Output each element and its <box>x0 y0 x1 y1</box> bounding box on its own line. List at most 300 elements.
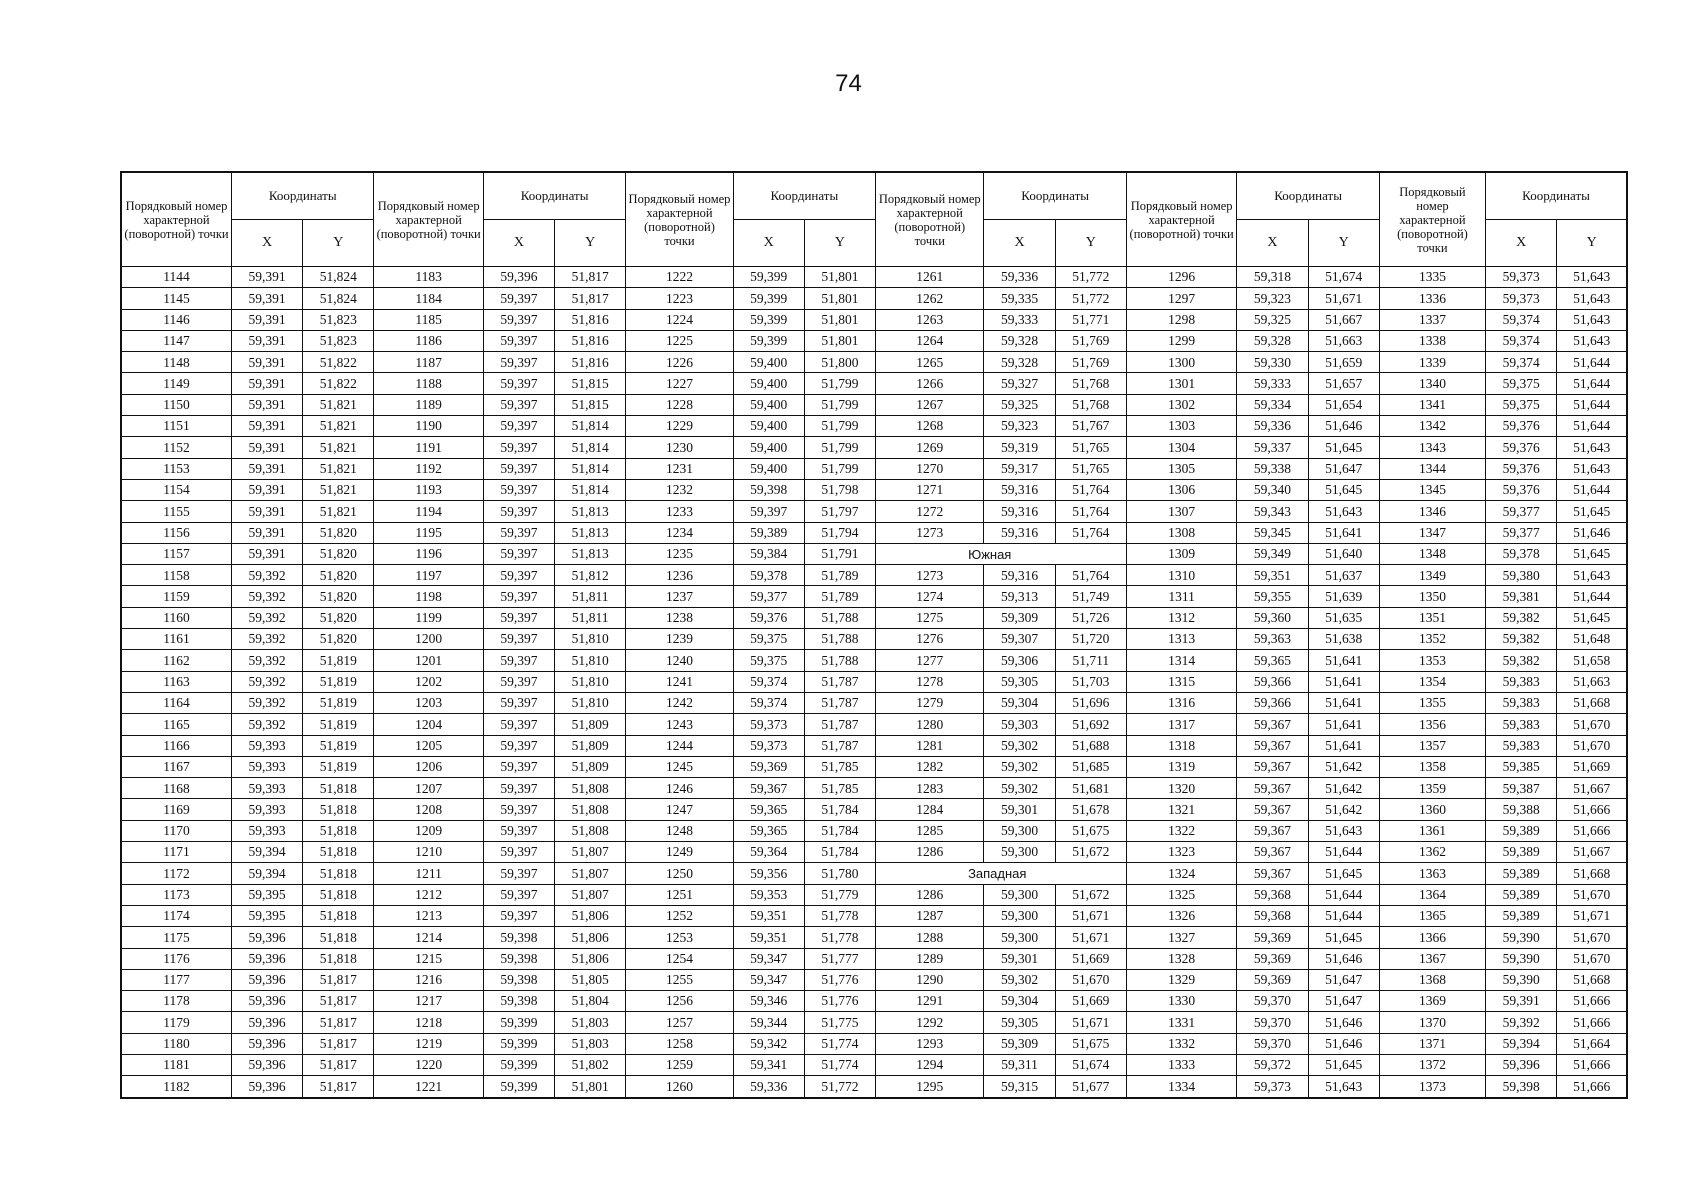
y-coordinate-cell: 51,654 <box>1308 394 1379 415</box>
y-coordinate-cell: 51,814 <box>555 479 626 500</box>
point-number-cell: 1287 <box>876 905 984 926</box>
y-coordinate-cell: 51,818 <box>303 778 374 799</box>
point-number-cell: 1360 <box>1379 799 1485 820</box>
x-coordinate-cell: 59,395 <box>232 884 303 905</box>
x-coordinate-cell: 59,360 <box>1237 607 1308 628</box>
y-coordinate-cell: 51,646 <box>1308 1033 1379 1054</box>
point-number-cell: 1320 <box>1126 778 1237 799</box>
point-number-cell: 1329 <box>1126 969 1237 990</box>
point-number-cell: 1322 <box>1126 820 1237 841</box>
point-number-cell: 1242 <box>626 692 733 713</box>
x-coordinate-cell: 59,393 <box>232 778 303 799</box>
x-coordinate-cell: 59,399 <box>483 1054 554 1075</box>
x-coordinate-cell: 59,373 <box>733 714 804 735</box>
y-coordinate-cell: 51,675 <box>1055 1033 1126 1054</box>
table-row <box>121 756 1627 777</box>
x-coordinate-cell: 59,397 <box>483 352 554 373</box>
y-coordinate-cell: 51,641 <box>1308 735 1379 756</box>
x-coordinate-cell: 59,398 <box>483 991 554 1012</box>
header-x: X <box>483 220 554 267</box>
x-coordinate-cell: 59,300 <box>984 927 1055 948</box>
y-coordinate-cell: 51,798 <box>804 479 875 500</box>
point-number-cell: 1156 <box>121 522 232 543</box>
y-coordinate-cell: 51,671 <box>1557 905 1627 926</box>
x-coordinate-cell: 59,397 <box>483 416 554 437</box>
point-number-cell: 1151 <box>121 416 232 437</box>
y-coordinate-cell: 51,772 <box>804 1076 875 1098</box>
point-number-cell: 1192 <box>374 458 483 479</box>
y-coordinate-cell: 51,807 <box>555 842 626 863</box>
table-row <box>121 330 1627 351</box>
point-number-cell: 1155 <box>121 501 232 522</box>
x-coordinate-cell: 59,369 <box>1237 927 1308 948</box>
y-coordinate-cell: 51,711 <box>1055 650 1126 671</box>
x-coordinate-cell: 59,382 <box>1486 629 1557 650</box>
y-coordinate-cell: 51,784 <box>804 799 875 820</box>
x-coordinate-cell: 59,383 <box>1486 735 1557 756</box>
x-coordinate-cell: 59,363 <box>1237 629 1308 650</box>
x-coordinate-cell: 59,396 <box>232 948 303 969</box>
y-coordinate-cell: 51,818 <box>303 948 374 969</box>
y-coordinate-cell: 51,776 <box>804 969 875 990</box>
y-coordinate-cell: 51,817 <box>303 1076 374 1098</box>
y-coordinate-cell: 51,669 <box>1055 991 1126 1012</box>
point-number-cell: 1347 <box>1379 522 1485 543</box>
y-coordinate-cell: 51,818 <box>303 884 374 905</box>
x-coordinate-cell: 59,392 <box>1486 1012 1557 1033</box>
x-coordinate-cell: 59,369 <box>733 756 804 777</box>
point-number-cell: 1153 <box>121 458 232 479</box>
x-coordinate-cell: 59,333 <box>984 309 1055 330</box>
point-number-cell: 1353 <box>1379 650 1485 671</box>
y-coordinate-cell: 51,809 <box>555 735 626 756</box>
y-coordinate-cell: 51,787 <box>804 714 875 735</box>
y-coordinate-cell: 51,670 <box>1557 735 1627 756</box>
x-coordinate-cell: 59,397 <box>483 714 554 735</box>
point-number-cell: 1267 <box>876 394 984 415</box>
point-number-cell: 1265 <box>876 352 984 373</box>
point-number-cell: 1276 <box>876 629 984 650</box>
x-coordinate-cell: 59,397 <box>483 756 554 777</box>
x-coordinate-cell: 59,311 <box>984 1054 1055 1075</box>
y-coordinate-cell: 51,806 <box>555 948 626 969</box>
x-coordinate-cell: 59,396 <box>483 267 554 288</box>
point-number-cell: 1244 <box>626 735 733 756</box>
point-number-cell: 1150 <box>121 394 232 415</box>
table-row <box>121 863 1627 884</box>
x-coordinate-cell: 59,365 <box>1237 650 1308 671</box>
x-coordinate-cell: 59,389 <box>1486 863 1557 884</box>
x-coordinate-cell: 59,391 <box>232 373 303 394</box>
point-number-cell: 1174 <box>121 905 232 926</box>
x-coordinate-cell: 59,390 <box>1486 969 1557 990</box>
y-coordinate-cell: 51,668 <box>1557 863 1627 884</box>
y-coordinate-cell: 51,801 <box>804 330 875 351</box>
point-number-cell: 1371 <box>1379 1033 1485 1054</box>
y-coordinate-cell: 51,797 <box>804 501 875 522</box>
y-coordinate-cell: 51,765 <box>1055 437 1126 458</box>
x-coordinate-cell: 59,347 <box>733 969 804 990</box>
table-row <box>121 905 1627 926</box>
x-coordinate-cell: 59,391 <box>232 352 303 373</box>
point-number-cell: 1280 <box>876 714 984 735</box>
x-coordinate-cell: 59,369 <box>1237 969 1308 990</box>
point-number-cell: 1352 <box>1379 629 1485 650</box>
y-coordinate-cell: 51,769 <box>1055 330 1126 351</box>
header-y: Y <box>555 220 626 267</box>
point-number-cell: 1321 <box>1126 799 1237 820</box>
point-number-cell: 1246 <box>626 778 733 799</box>
table-row <box>121 501 1627 522</box>
x-coordinate-cell: 59,391 <box>232 394 303 415</box>
table-row <box>121 884 1627 905</box>
y-coordinate-cell: 51,635 <box>1308 607 1379 628</box>
x-coordinate-cell: 59,396 <box>232 991 303 1012</box>
point-number-cell: 1243 <box>626 714 733 735</box>
y-coordinate-cell: 51,809 <box>555 756 626 777</box>
y-coordinate-cell: 51,812 <box>555 565 626 586</box>
x-coordinate-cell: 59,391 <box>232 330 303 351</box>
point-number-cell: 1332 <box>1126 1033 1237 1054</box>
y-coordinate-cell: 51,813 <box>555 522 626 543</box>
point-number-cell: 1294 <box>876 1054 984 1075</box>
point-number-cell: 1249 <box>626 842 733 863</box>
table-row <box>121 373 1627 394</box>
point-number-cell: 1229 <box>626 416 733 437</box>
y-coordinate-cell: 51,643 <box>1557 437 1627 458</box>
x-coordinate-cell: 59,330 <box>1237 352 1308 373</box>
point-number-cell: 1303 <box>1126 416 1237 437</box>
point-number-cell: 1326 <box>1126 905 1237 926</box>
y-coordinate-cell: 51,817 <box>555 267 626 288</box>
y-coordinate-cell: 51,696 <box>1055 692 1126 713</box>
point-number-cell: 1341 <box>1379 394 1485 415</box>
y-coordinate-cell: 51,643 <box>1308 1076 1379 1098</box>
x-coordinate-cell: 59,392 <box>232 607 303 628</box>
point-number-cell: 1248 <box>626 820 733 841</box>
y-coordinate-cell: 51,667 <box>1557 842 1627 863</box>
x-coordinate-cell: 59,389 <box>1486 884 1557 905</box>
point-number-cell: 1264 <box>876 330 984 351</box>
x-coordinate-cell: 59,367 <box>1237 863 1308 884</box>
y-coordinate-cell: 51,667 <box>1308 309 1379 330</box>
x-coordinate-cell: 59,304 <box>984 692 1055 713</box>
point-number-cell: 1231 <box>626 458 733 479</box>
point-number-cell: 1369 <box>1379 991 1485 1012</box>
x-coordinate-cell: 59,373 <box>733 735 804 756</box>
x-coordinate-cell: 59,301 <box>984 799 1055 820</box>
y-coordinate-cell: 51,822 <box>303 352 374 373</box>
x-coordinate-cell: 59,316 <box>984 522 1055 543</box>
point-number-cell: 1197 <box>374 565 483 586</box>
point-number-cell: 1163 <box>121 671 232 692</box>
table-row <box>121 692 1627 713</box>
x-coordinate-cell: 59,374 <box>1486 352 1557 373</box>
y-coordinate-cell: 51,788 <box>804 650 875 671</box>
point-number-cell: 1183 <box>374 267 483 288</box>
point-number-cell: 1146 <box>121 309 232 330</box>
point-number-cell: 1176 <box>121 948 232 969</box>
point-number-cell: 1283 <box>876 778 984 799</box>
point-number-cell: 1238 <box>626 607 733 628</box>
x-coordinate-cell: 59,400 <box>733 373 804 394</box>
header-y: Y <box>303 220 374 267</box>
x-coordinate-cell: 59,372 <box>1237 1054 1308 1075</box>
point-number-cell: 1274 <box>876 586 984 607</box>
y-coordinate-cell: 51,645 <box>1557 501 1627 522</box>
point-number-cell: 1300 <box>1126 352 1237 373</box>
y-coordinate-cell: 51,794 <box>804 522 875 543</box>
x-coordinate-cell: 59,391 <box>232 501 303 522</box>
point-number-cell: 1164 <box>121 692 232 713</box>
x-coordinate-cell: 59,376 <box>1486 416 1557 437</box>
y-coordinate-cell: 51,669 <box>1557 756 1627 777</box>
table-row <box>121 479 1627 500</box>
y-coordinate-cell: 51,823 <box>303 309 374 330</box>
y-coordinate-cell: 51,820 <box>303 565 374 586</box>
point-number-cell: 1273 <box>876 565 984 586</box>
y-coordinate-cell: 51,818 <box>303 820 374 841</box>
x-coordinate-cell: 59,397 <box>483 565 554 586</box>
x-coordinate-cell: 59,398 <box>483 969 554 990</box>
x-coordinate-cell: 59,391 <box>232 522 303 543</box>
y-coordinate-cell: 51,818 <box>303 863 374 884</box>
x-coordinate-cell: 59,396 <box>1486 1054 1557 1075</box>
point-number-cell: 1147 <box>121 330 232 351</box>
x-coordinate-cell: 59,305 <box>984 671 1055 692</box>
x-coordinate-cell: 59,370 <box>1237 1012 1308 1033</box>
y-coordinate-cell: 51,764 <box>1055 565 1126 586</box>
y-coordinate-cell: 51,643 <box>1557 330 1627 351</box>
point-number-cell: 1365 <box>1379 905 1485 926</box>
table-row <box>121 437 1627 458</box>
x-coordinate-cell: 59,375 <box>1486 373 1557 394</box>
point-number-cell: 1216 <box>374 969 483 990</box>
y-coordinate-cell: 51,646 <box>1308 416 1379 437</box>
point-number-cell: 1297 <box>1126 288 1237 309</box>
x-coordinate-cell: 59,316 <box>984 479 1055 500</box>
x-coordinate-cell: 59,390 <box>1486 927 1557 948</box>
point-number-cell: 1333 <box>1126 1054 1237 1075</box>
x-coordinate-cell: 59,318 <box>1237 267 1308 288</box>
y-coordinate-cell: 51,809 <box>555 714 626 735</box>
x-coordinate-cell: 59,396 <box>232 1033 303 1054</box>
x-coordinate-cell: 59,342 <box>733 1033 804 1054</box>
header-y: Y <box>1308 220 1379 267</box>
x-coordinate-cell: 59,336 <box>1237 416 1308 437</box>
point-number-cell: 1162 <box>121 650 232 671</box>
x-coordinate-cell: 59,376 <box>1486 458 1557 479</box>
point-number-cell: 1292 <box>876 1012 984 1033</box>
x-coordinate-cell: 59,376 <box>733 607 804 628</box>
y-coordinate-cell: 51,784 <box>804 820 875 841</box>
x-coordinate-cell: 59,397 <box>483 373 554 394</box>
x-coordinate-cell: 59,323 <box>1237 288 1308 309</box>
point-number-cell: 1354 <box>1379 671 1485 692</box>
x-coordinate-cell: 59,368 <box>1237 905 1308 926</box>
x-coordinate-cell: 59,376 <box>1486 437 1557 458</box>
y-coordinate-cell: 51,664 <box>1557 1033 1627 1054</box>
y-coordinate-cell: 51,681 <box>1055 778 1126 799</box>
y-coordinate-cell: 51,671 <box>1055 1012 1126 1033</box>
y-coordinate-cell: 51,678 <box>1055 799 1126 820</box>
table-row <box>121 1054 1627 1075</box>
y-coordinate-cell: 51,648 <box>1557 629 1627 650</box>
section-label: Западная <box>876 863 1127 884</box>
x-coordinate-cell: 59,328 <box>984 330 1055 351</box>
x-coordinate-cell: 59,368 <box>1237 884 1308 905</box>
x-coordinate-cell: 59,394 <box>1486 1033 1557 1054</box>
x-coordinate-cell: 59,394 <box>232 842 303 863</box>
y-coordinate-cell: 51,671 <box>1055 905 1126 926</box>
x-coordinate-cell: 59,396 <box>232 969 303 990</box>
y-coordinate-cell: 51,666 <box>1557 1054 1627 1075</box>
y-coordinate-cell: 51,685 <box>1055 756 1126 777</box>
x-coordinate-cell: 59,303 <box>984 714 1055 735</box>
point-number-cell: 1255 <box>626 969 733 990</box>
x-coordinate-cell: 59,335 <box>984 288 1055 309</box>
x-coordinate-cell: 59,305 <box>984 1012 1055 1033</box>
point-number-cell: 1263 <box>876 309 984 330</box>
point-number-cell: 1288 <box>876 927 984 948</box>
point-number-cell: 1305 <box>1126 458 1237 479</box>
y-coordinate-cell: 51,772 <box>1055 267 1126 288</box>
x-coordinate-cell: 59,397 <box>483 607 554 628</box>
point-number-cell: 1281 <box>876 735 984 756</box>
point-number-cell: 1144 <box>121 267 232 288</box>
point-number-cell: 1373 <box>1379 1076 1485 1098</box>
y-coordinate-cell: 51,643 <box>1557 288 1627 309</box>
y-coordinate-cell: 51,765 <box>1055 458 1126 479</box>
x-coordinate-cell: 59,393 <box>232 820 303 841</box>
point-number-cell: 1200 <box>374 629 483 650</box>
x-coordinate-cell: 59,400 <box>733 458 804 479</box>
y-coordinate-cell: 51,775 <box>804 1012 875 1033</box>
point-number-cell: 1275 <box>876 607 984 628</box>
x-coordinate-cell: 59,377 <box>1486 501 1557 522</box>
y-coordinate-cell: 51,805 <box>555 969 626 990</box>
x-coordinate-cell: 59,400 <box>733 437 804 458</box>
x-coordinate-cell: 59,383 <box>1486 671 1557 692</box>
x-coordinate-cell: 59,380 <box>1486 565 1557 586</box>
y-coordinate-cell: 51,768 <box>1055 373 1126 394</box>
x-coordinate-cell: 59,397 <box>483 394 554 415</box>
point-number-cell: 1284 <box>876 799 984 820</box>
point-number-cell: 1363 <box>1379 863 1485 884</box>
y-coordinate-cell: 51,817 <box>303 1033 374 1054</box>
y-coordinate-cell: 51,668 <box>1557 969 1627 990</box>
x-coordinate-cell: 59,374 <box>1486 330 1557 351</box>
x-coordinate-cell: 59,390 <box>1486 948 1557 969</box>
x-coordinate-cell: 59,340 <box>1237 479 1308 500</box>
x-coordinate-cell: 59,369 <box>1237 948 1308 969</box>
y-coordinate-cell: 51,818 <box>303 905 374 926</box>
point-number-cell: 1298 <box>1126 309 1237 330</box>
point-number-cell: 1311 <box>1126 586 1237 607</box>
x-coordinate-cell: 59,316 <box>984 565 1055 586</box>
point-number-cell: 1310 <box>1126 565 1237 586</box>
y-coordinate-cell: 51,669 <box>1055 948 1126 969</box>
x-coordinate-cell: 59,391 <box>232 309 303 330</box>
header-x: X <box>1237 220 1308 267</box>
section-label: Южная <box>876 543 1127 564</box>
point-number-cell: 1230 <box>626 437 733 458</box>
table-header <box>121 172 1627 267</box>
point-number-cell: 1279 <box>876 692 984 713</box>
x-coordinate-cell: 59,391 <box>232 416 303 437</box>
y-coordinate-cell: 51,647 <box>1308 458 1379 479</box>
x-coordinate-cell: 59,397 <box>483 479 554 500</box>
x-coordinate-cell: 59,397 <box>483 692 554 713</box>
y-coordinate-cell: 51,821 <box>303 479 374 500</box>
x-coordinate-cell: 59,351 <box>733 927 804 948</box>
point-number-cell: 1193 <box>374 479 483 500</box>
y-coordinate-cell: 51,820 <box>303 522 374 543</box>
point-number-cell: 1330 <box>1126 991 1237 1012</box>
point-number-cell: 1240 <box>626 650 733 671</box>
point-number-cell: 1250 <box>626 863 733 884</box>
y-coordinate-cell: 51,643 <box>1557 309 1627 330</box>
y-coordinate-cell: 51,670 <box>1557 948 1627 969</box>
point-number-cell: 1366 <box>1379 927 1485 948</box>
y-coordinate-cell: 51,785 <box>804 756 875 777</box>
y-coordinate-cell: 51,645 <box>1308 927 1379 948</box>
x-coordinate-cell: 59,397 <box>483 735 554 756</box>
x-coordinate-cell: 59,374 <box>1486 309 1557 330</box>
y-coordinate-cell: 51,720 <box>1055 629 1126 650</box>
x-coordinate-cell: 59,370 <box>1237 1033 1308 1054</box>
x-coordinate-cell: 59,367 <box>1237 842 1308 863</box>
y-coordinate-cell: 51,774 <box>804 1033 875 1054</box>
point-number-cell: 1359 <box>1379 778 1485 799</box>
y-coordinate-cell: 51,799 <box>804 394 875 415</box>
point-number-cell: 1199 <box>374 607 483 628</box>
x-coordinate-cell: 59,397 <box>483 288 554 309</box>
point-number-cell: 1364 <box>1379 884 1485 905</box>
y-coordinate-cell: 51,800 <box>804 352 875 373</box>
x-coordinate-cell: 59,323 <box>984 416 1055 437</box>
y-coordinate-cell: 51,787 <box>804 671 875 692</box>
y-coordinate-cell: 51,778 <box>804 905 875 926</box>
point-number-cell: 1312 <box>1126 607 1237 628</box>
point-number-cell: 1223 <box>626 288 733 309</box>
table-row <box>121 842 1627 863</box>
x-coordinate-cell: 59,385 <box>1486 756 1557 777</box>
point-number-cell: 1362 <box>1379 842 1485 863</box>
y-coordinate-cell: 51,817 <box>303 1012 374 1033</box>
y-coordinate-cell: 51,815 <box>555 373 626 394</box>
x-coordinate-cell: 59,399 <box>483 1076 554 1098</box>
y-coordinate-cell: 51,670 <box>1055 969 1126 990</box>
y-coordinate-cell: 51,821 <box>303 458 374 479</box>
x-coordinate-cell: 59,304 <box>984 991 1055 1012</box>
point-number-cell: 1272 <box>876 501 984 522</box>
y-coordinate-cell: 51,749 <box>1055 586 1126 607</box>
point-number-cell: 1214 <box>374 927 483 948</box>
point-number-cell: 1302 <box>1126 394 1237 415</box>
point-number-cell: 1323 <box>1126 842 1237 863</box>
x-coordinate-cell: 59,302 <box>984 969 1055 990</box>
x-coordinate-cell: 59,393 <box>232 799 303 820</box>
point-number-cell: 1344 <box>1379 458 1485 479</box>
y-coordinate-cell: 51,675 <box>1055 820 1126 841</box>
x-coordinate-cell: 59,373 <box>1237 1076 1308 1098</box>
y-coordinate-cell: 51,819 <box>303 756 374 777</box>
point-number-cell: 1234 <box>626 522 733 543</box>
x-coordinate-cell: 59,364 <box>733 842 804 863</box>
point-number-cell: 1228 <box>626 394 733 415</box>
x-coordinate-cell: 59,397 <box>483 884 554 905</box>
